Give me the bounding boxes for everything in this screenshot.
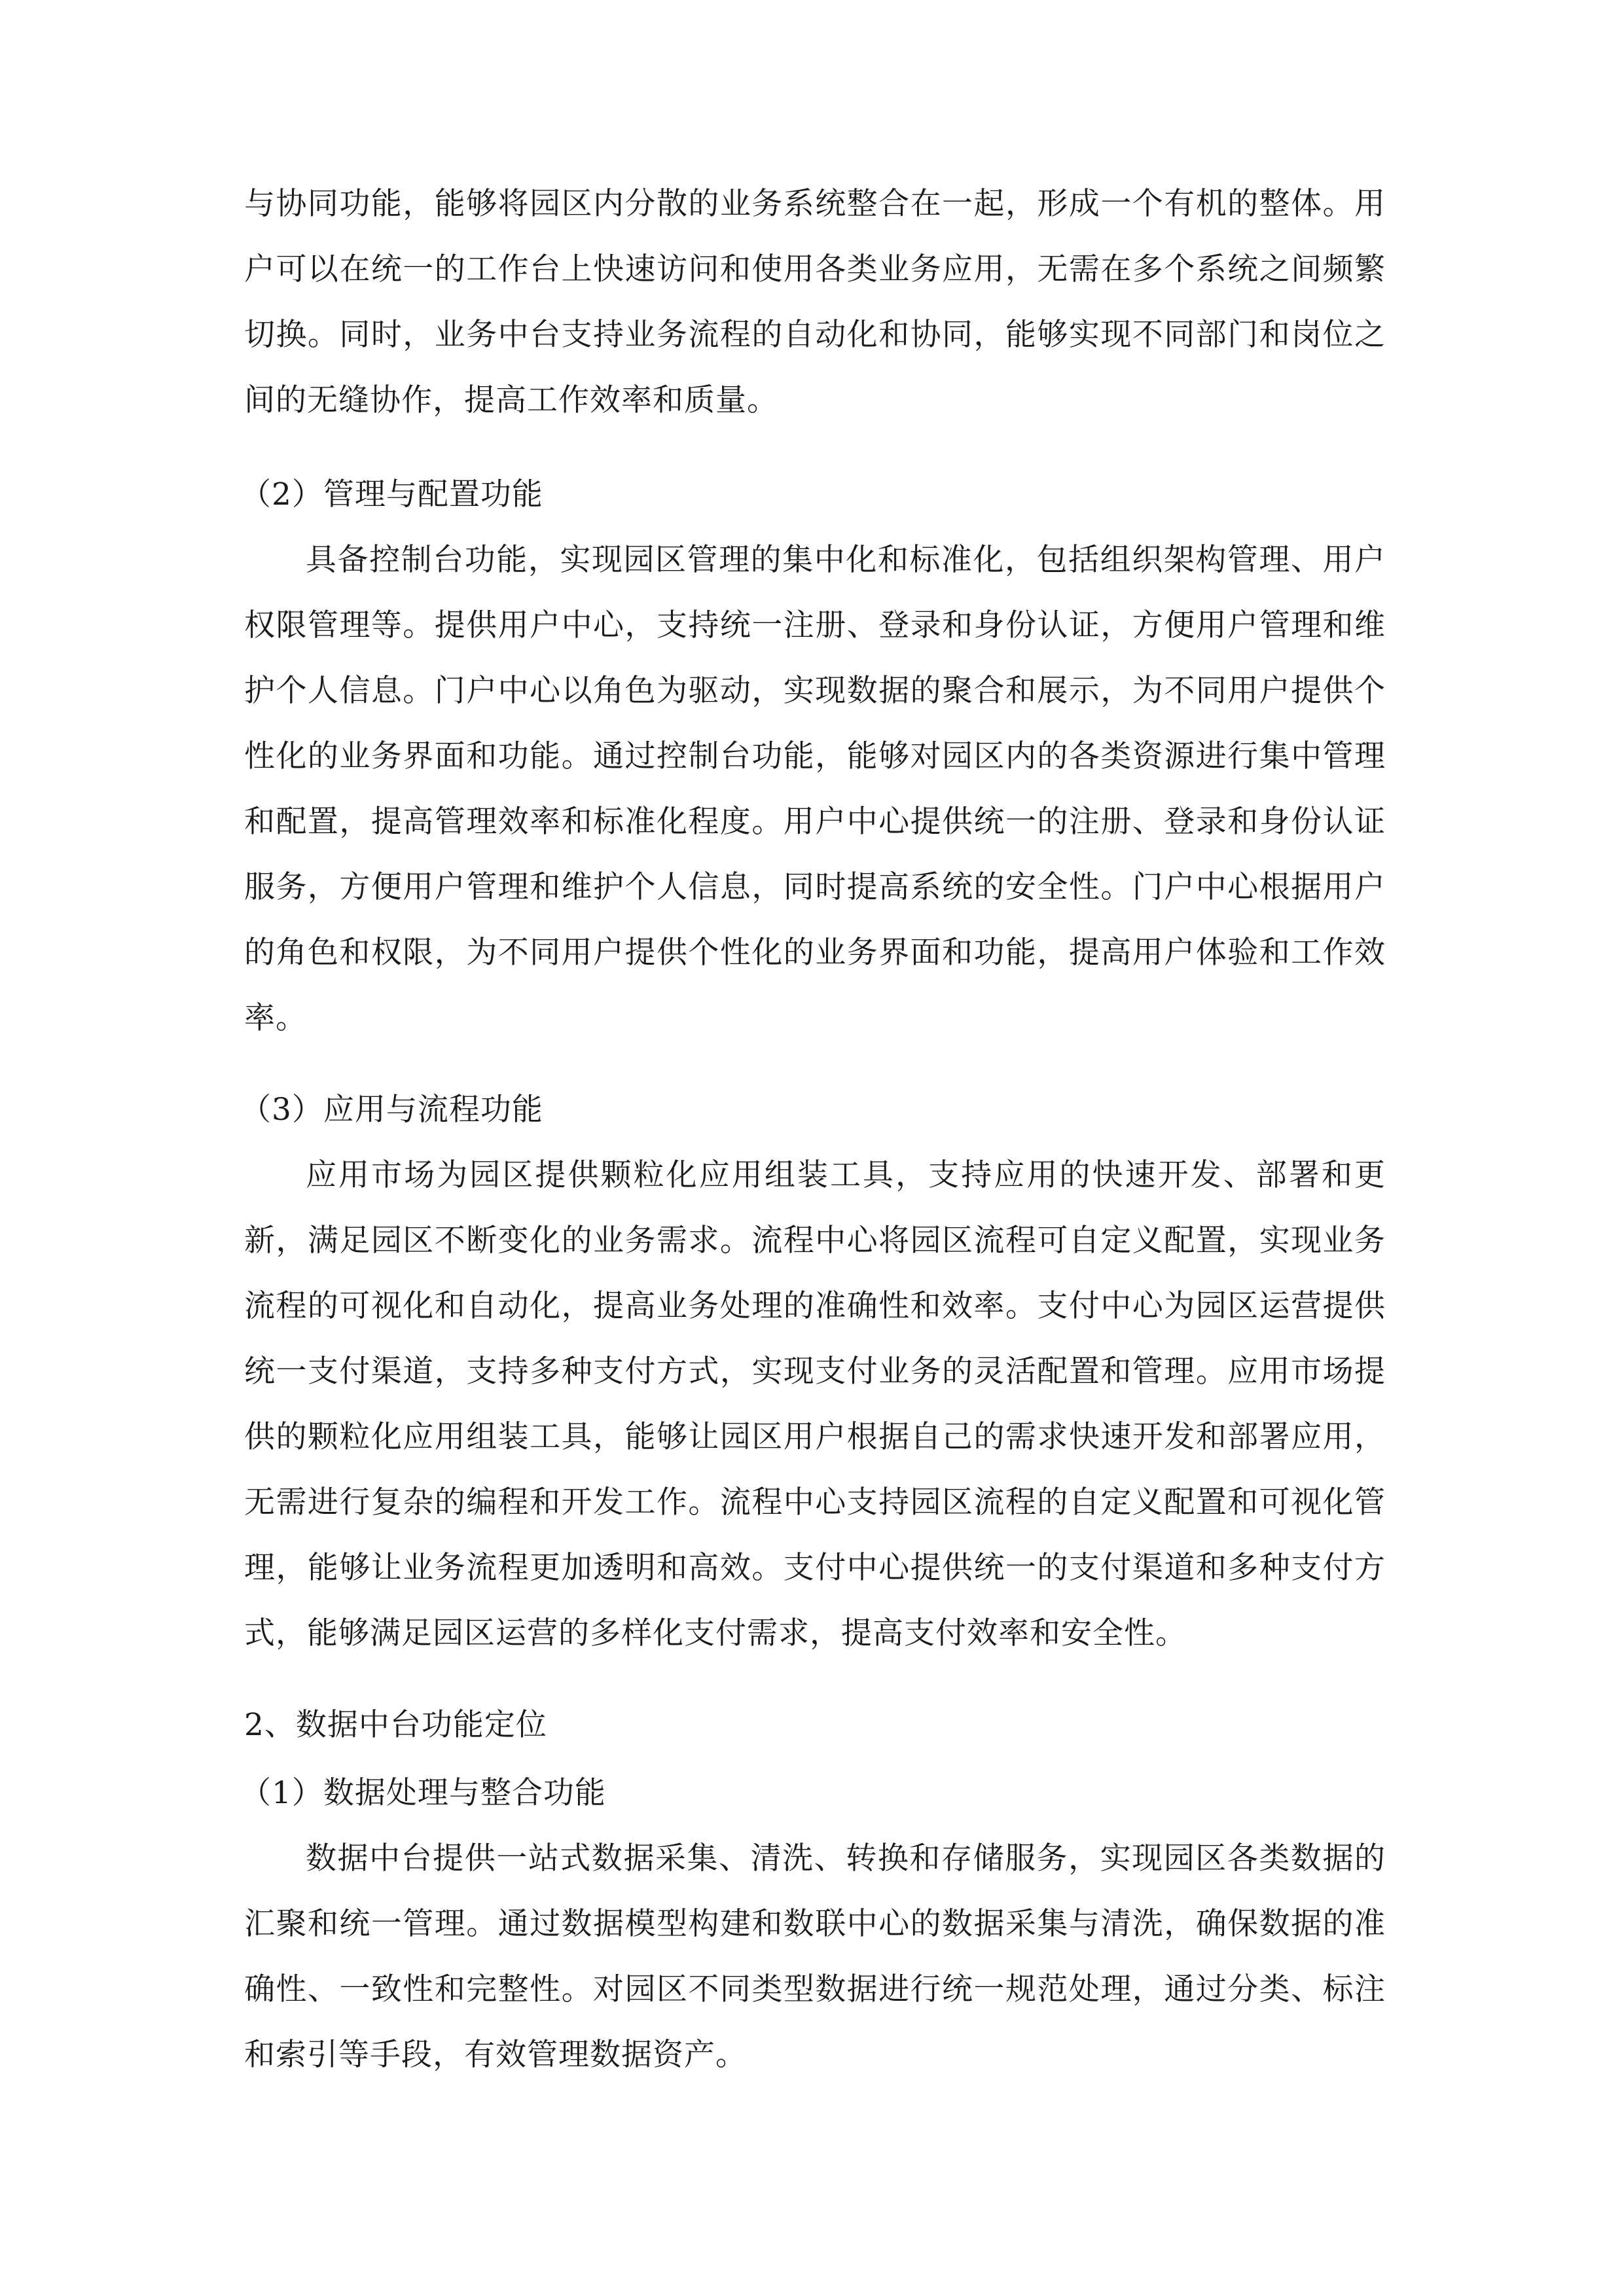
section-body-management-config: 具备控制台功能，实现园区管理的集中化和标准化，包括组织架构管理、用户权限管理等。提供用户中心，支持统一注册、登录和身份认证，方便用户管理和维护个人信息。门户中心以角色为驱动，实现数据的聚合和展示，为不同用户提供个性化的业务界面和功能。通过控制台功能，能够对园区内的各类资源进行集中管理和配置，提高管理效率和标准化程度。用户中心提供统一的注册、登录和身份认证服务，方便用户管理和维护个人信息，同时提高系统的安全性。门户中心根据用户的角色和权限，为不同用户提供个性化的业务界面和功能，提高用户体验和工作效率。 [244, 542, 1386, 1036]
chapter-heading-data-platform: 2、数据中台功能定位 [244, 1707, 547, 1743]
section-body-application-process: 应用市场为园区提供颗粒化应用组装工具，支持应用的快速开发、部署和更新，满足园区不断变化的业务需求。流程中心将园区流程可自定义配置，实现业务流程的可视化和自动化，提高业务处理的准确性和效率。支付中心为园区运营提供统一支付渠道，支持多种支付方式，实现支付业务的灵活配置和管理。应用市场提供的颗粒化应用组装工具，能够让园区用户根据自己的需求快速开发和部署应用，无需进行复杂的编程和开发工作。流程中心支持园区流程的自定义配置和可视化管理，能够让业务流程更加透明和高效。支付中心提供统一的支付渠道和多种支付方式，能够满足园区运营的多样化支付需求，提高支付效率和安全性。 [244, 1157, 1386, 1651]
document-body [240, 171, 1386, 2088]
section-body-data-processing: 数据中台提供一站式数据采集、清洗、转换和存储服务，实现园区各类数据的汇聚和统一管理。通过数据模型构建和数联中心的数据采集与清洗，确保数据的准确性、一致性和完整性。对园区不同类型数据进行统一规范处理，通过分类、标注和索引等手段，有效管理数据资产。 [244, 1840, 1386, 2073]
section-heading-management-config: （2）管理与配置功能 [240, 476, 543, 512]
section-heading-data-processing: （1）数据处理与整合功能 [240, 1775, 606, 1811]
section-heading-application-process: （3）应用与流程功能 [240, 1092, 543, 1128]
opening-paragraph: 与协同功能，能够将园区内分散的业务系统整合在一起，形成一个有机的整体。用户可以在统一的工作台上快速访问和使用各类业务应用，无需在多个系统之间频繁切换。同时，业务中台支持业务流程的自动化和协同，能够实现不同部门和岗位之间的无缝协作，提高工作效率和质量。 [244, 186, 1386, 418]
